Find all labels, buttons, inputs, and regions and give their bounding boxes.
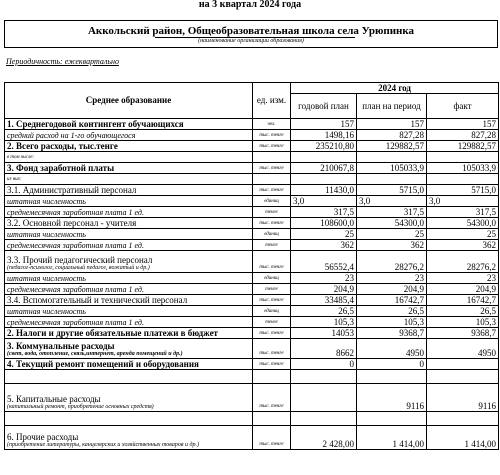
row-value-period: 0 <box>357 359 427 370</box>
row-value-fact <box>427 174 499 185</box>
row-unit: чел. <box>253 119 291 130</box>
row-value-fact: 1 414,00 <box>427 426 499 450</box>
row-value-fact: 157 <box>427 119 499 130</box>
row-value-plan: 2 428,00 <box>291 426 357 450</box>
header-fact: факт <box>427 94 499 119</box>
table-row <box>5 207 499 218</box>
row-value-plan: 8662 <box>291 339 357 359</box>
row-value-fact: 25 <box>427 229 499 240</box>
row-value-plan <box>291 174 357 185</box>
organization-caption: (наименование организации образования) <box>198 38 304 44</box>
row-label: из них: <box>5 174 253 185</box>
row-value-period: 157 <box>357 119 427 130</box>
row-label: 3.1. Административный персонал <box>5 185 253 196</box>
table-row <box>5 229 499 240</box>
table-row <box>5 185 499 196</box>
header-year: 2024 год <box>291 83 499 94</box>
row-value-fact: 28276,2 <box>427 251 499 273</box>
row-value-period: 1 414,00 <box>357 426 427 450</box>
row-value-plan <box>291 384 357 412</box>
row-value-plan: 362 <box>291 240 357 251</box>
row-label-main: 3.3. Прочий педагогический персонал <box>7 255 153 265</box>
row-value-period: 25 <box>357 229 427 240</box>
row-label-note: (свет, вода, отопление, связь,интернет, аренда помещений и др.) <box>7 351 183 357</box>
header-plan-year: годовой план <box>291 94 357 119</box>
row-unit: тенге <box>253 317 291 328</box>
table-row <box>5 119 499 130</box>
row-unit: единиц <box>253 273 291 284</box>
table-row <box>5 218 499 229</box>
periodicity-label: Периодичность: ежеквартально <box>6 57 119 66</box>
row-label: средний расход на 1-го обучающегося <box>5 130 253 141</box>
row-label <box>5 426 253 450</box>
row-unit: тыс. тенге <box>253 295 291 306</box>
row-value-plan: 317,5 <box>291 207 357 218</box>
row-value-fact: 9368,7 <box>427 328 499 339</box>
row-unit: единиц <box>253 306 291 317</box>
row-value-plan <box>291 412 357 426</box>
row-value-fact: 362 <box>427 240 499 251</box>
row-unit: единиц <box>253 196 291 207</box>
table-row <box>5 251 499 273</box>
row-value-plan: 23 <box>291 273 357 284</box>
row-value-fact: 16742,7 <box>427 295 499 306</box>
row-value-period <box>357 370 427 384</box>
row-label: штатная численность <box>5 273 253 284</box>
row-value-period <box>357 412 427 426</box>
row-label: в том числе: <box>5 152 253 163</box>
row-label: штатная численность <box>5 306 253 317</box>
header-section: Среднее образование <box>5 83 253 119</box>
row-label: среднемесячная заработная плата 1 ед. <box>5 207 253 218</box>
table-row <box>5 141 499 152</box>
row-label: 1. Среднегодовой контингент обучающихся <box>5 119 253 130</box>
row-unit: тыс. тенге <box>253 130 291 141</box>
row-value-plan: 56552,4 <box>291 251 357 273</box>
row-value-fact: 3,0 <box>427 196 499 207</box>
table-row <box>5 359 499 370</box>
row-value-plan: 33485,4 <box>291 295 357 306</box>
row-unit: тыс. тенге <box>253 359 291 370</box>
row-value-plan: 235210,80 <box>291 141 357 152</box>
row-value-fact <box>427 370 499 384</box>
row-value-fact: 4950 <box>427 339 499 359</box>
row-unit <box>253 412 291 426</box>
row-unit: единиц <box>253 229 291 240</box>
row-unit <box>253 152 291 163</box>
row-value-fact <box>427 359 499 370</box>
row-label: среднемесячная заработная плата 1 ед. <box>5 284 253 295</box>
row-value-fact: 26,5 <box>427 306 499 317</box>
row-unit: тыс. тенге <box>253 141 291 152</box>
row-value-plan: 26,5 <box>291 306 357 317</box>
table-row <box>5 130 499 141</box>
row-value-period: 129882,57 <box>357 141 427 152</box>
row-value-period: 5715,0 <box>357 185 427 196</box>
row-value-fact: 129882,57 <box>427 141 499 152</box>
table-row <box>5 273 499 284</box>
row-label-main: 6. Прочие расходы <box>7 432 79 442</box>
row-unit <box>253 370 291 384</box>
row-value-plan: 210067,8 <box>291 163 357 174</box>
row-value-plan: 157 <box>291 119 357 130</box>
row-value-plan <box>291 152 357 163</box>
report-title: на 3 квартал 2024 года <box>198 0 302 10</box>
row-label: штатная численность <box>5 229 253 240</box>
row-value-plan <box>291 370 357 384</box>
row-unit: тыс. тенге <box>253 163 291 174</box>
row-unit: тыс. тенге <box>253 251 291 273</box>
row-label <box>5 384 253 412</box>
row-label: штатная численность <box>5 196 253 207</box>
organization-name: Аккольский район, Общеобразовательная школа села Урюпинка <box>87 25 415 37</box>
row-value-period: 9368,7 <box>357 328 427 339</box>
row-value-plan: 105,3 <box>291 317 357 328</box>
row-value-period: 3,0 <box>357 196 427 207</box>
row-label-note: (педагог-психолог, социальный педагог, вожатый и др.) <box>7 265 150 271</box>
row-value-plan: 25 <box>291 229 357 240</box>
header-plan-period: план на период <box>357 94 427 119</box>
row-value-plan: 14053 <box>291 328 357 339</box>
table-row <box>5 370 499 384</box>
table-row <box>5 384 499 412</box>
row-value-fact: 105,3 <box>427 317 499 328</box>
row-label: 3. Фонд заработной платы <box>5 163 253 174</box>
row-unit: тыс. тенге <box>253 185 291 196</box>
row-label: среднемесячная заработная плата 1 ед. <box>5 317 253 328</box>
table-row <box>5 317 499 328</box>
row-value-period: 4950 <box>357 339 427 359</box>
header-unit: ед. изм. <box>253 83 291 119</box>
row-value-fact: 105033,9 <box>427 163 499 174</box>
row-value-period: 827,28 <box>357 130 427 141</box>
row-label-main: 3. Коммунальные расходы <box>7 341 115 351</box>
header-row-year <box>5 83 499 94</box>
row-unit: тыс. тенге <box>253 218 291 229</box>
row-value-period: 28276,2 <box>357 251 427 273</box>
table-row <box>5 306 499 317</box>
row-value-plan: 0 <box>291 359 357 370</box>
row-value-period: 362 <box>357 240 427 251</box>
row-value-fact: 317,5 <box>427 207 499 218</box>
row-unit: тенге <box>253 284 291 295</box>
row-value-period: 54300,0 <box>357 218 427 229</box>
row-value-period: 204,9 <box>357 284 427 295</box>
row-unit: тенге <box>253 207 291 218</box>
row-value-period: 317,5 <box>357 207 427 218</box>
row-value-plan: 108600,0 <box>291 218 357 229</box>
row-value-fact: 54300,0 <box>427 218 499 229</box>
table-row <box>5 152 499 163</box>
row-label: 2. Налоги и другие обязательные платежи в бюджет <box>5 328 253 339</box>
row-value-fact <box>427 152 499 163</box>
row-unit: тыс. тенге <box>253 328 291 339</box>
table-row <box>5 339 499 359</box>
row-label: среднемесячная заработная плата 1 ед. <box>5 240 253 251</box>
table-row <box>5 412 499 426</box>
organization-box <box>4 20 498 48</box>
row-value-period: 9116 <box>357 384 427 412</box>
row-label: 3.4. Вспомогательный и технический персонал <box>5 295 253 306</box>
budget-table <box>4 82 499 450</box>
table-row <box>5 295 499 306</box>
row-label-note: (капитальный ремонт, приобретение основных средств) <box>7 404 154 410</box>
row-value-period <box>357 152 427 163</box>
row-label: 2. Всего расходы, тыс.тенге <box>5 141 253 152</box>
row-label <box>5 370 253 384</box>
row-value-fact <box>427 412 499 426</box>
row-label-main: 5. Капитальные расходы <box>7 394 101 404</box>
row-label: 4. Текущий ремонт помещений и оборудования <box>5 359 253 370</box>
row-value-plan: 204,9 <box>291 284 357 295</box>
row-label <box>5 412 253 426</box>
row-value-period: 23 <box>357 273 427 284</box>
row-value-period: 105,3 <box>357 317 427 328</box>
row-label <box>5 339 253 359</box>
row-unit <box>253 174 291 185</box>
table-row <box>5 328 499 339</box>
row-value-fact: 23 <box>427 273 499 284</box>
row-value-fact: 5715,0 <box>427 185 499 196</box>
row-value-fact: 204,9 <box>427 284 499 295</box>
row-value-fact: 9116 <box>427 384 499 412</box>
row-unit: тенге <box>253 240 291 251</box>
row-label <box>5 251 253 273</box>
table-row <box>5 240 499 251</box>
row-unit: тыс. тенге <box>253 426 291 450</box>
row-value-period <box>357 174 427 185</box>
row-label: 3.2. Основной персонал - учителя <box>5 218 253 229</box>
table-row <box>5 163 499 174</box>
table-row <box>5 196 499 207</box>
row-value-fact: 827,28 <box>427 130 499 141</box>
row-value-plan: 3,0 <box>291 196 357 207</box>
row-value-plan: 1498,16 <box>291 130 357 141</box>
row-value-period: 16742,7 <box>357 295 427 306</box>
table-row <box>5 284 499 295</box>
row-value-plan: 11430,0 <box>291 185 357 196</box>
row-unit: тыс. тенге <box>253 339 291 359</box>
row-value-period: 105033,9 <box>357 163 427 174</box>
table-row <box>5 426 499 450</box>
row-value-period: 26,5 <box>357 306 427 317</box>
table-row <box>5 174 499 185</box>
row-label-note: (приобретение литературы, канцелярских и хозяйственных товаров и др.) <box>7 442 199 448</box>
row-unit: тыс. тенге <box>253 384 291 412</box>
